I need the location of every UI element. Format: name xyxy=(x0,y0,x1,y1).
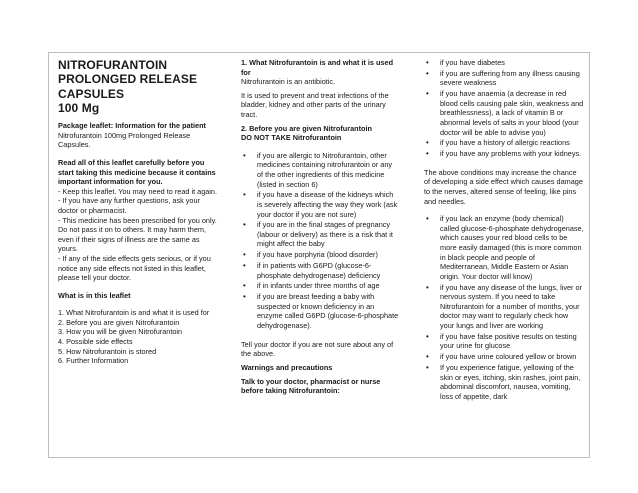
read-point: - If you have any further questions, ask your doctor or pharmacist. xyxy=(58,196,200,215)
list-item: • If you experience fatigue, yellowing of the skin or eyes, itching, skin rashes, joint pain, abdominal discomfort, nausea, vomiting, loss of appetite, dark xyxy=(424,363,584,401)
list-item: • if you are breast feeding a baby with suspected or known deficiency in an enzyme called G6PD (glucose-6-phosphate dehydrogenase). xyxy=(241,292,399,330)
package-heading: Package leaflet: Information for the patient xyxy=(58,121,206,131)
list-item: • if you are suffering from any illness causing severe weakness xyxy=(424,69,584,88)
list-item: • if you have diabetes xyxy=(424,58,584,68)
list-item: • if you have false positive results on testing your urine for glucose xyxy=(424,332,584,351)
toc-item: 3. How you will be given Nitrofurantoin xyxy=(58,327,183,337)
column-left xyxy=(58,58,220,366)
title-line: PROLONGED RELEASE xyxy=(58,72,198,87)
section-1-text: Nitrofurantoin is an antibiotic. xyxy=(241,77,336,87)
talk-to-doctor-text: Talk to your doctor, pharmacist or nurse before taking Nitrofurantoin: xyxy=(241,376,381,396)
list-item: • if you are allergic to Nitrofurantoin, other medicines containing nitrofurantoin or any of the other ingredients of this medicine (listed in section 6) xyxy=(241,151,399,189)
title-line: NITROFURANTOIN xyxy=(58,58,168,72)
title-line: CAPSULES xyxy=(58,86,125,101)
section-2-heading: 2. Before you are given Nitrofurantoin xyxy=(241,123,372,133)
list-item: • if you have any problems with your kidneys. xyxy=(424,149,584,159)
title-line: 100 Mg xyxy=(58,100,100,115)
list-item: • if you are in the final stages of pregnancy (labour or delivery) as there is a risk that it might affect the baby xyxy=(241,220,399,249)
section-1-text: It is used to prevent and treat infections of the bladder, kidney and other parts of the urinary tract. xyxy=(241,90,389,119)
precaution-list xyxy=(424,58,584,159)
warnings-heading: Warnings and precautions xyxy=(241,362,333,372)
column-middle xyxy=(241,58,399,396)
list-item: • if you have any disease of the lungs, liver or nervous system. If you need to take Nitrofurantoin for a number of months, your doctor may want to regularly check how your lungs and liver are working xyxy=(424,283,584,331)
do-not-take-heading: DO NOT TAKE Nitrofurantoin xyxy=(241,133,342,143)
section-1-heading: 1. What Nitrofurantoin is and what it is used for xyxy=(241,58,394,77)
precaution-list-2 xyxy=(424,214,584,401)
list-item: • if you have urine coloured yellow or brown xyxy=(424,352,584,362)
list-item: • if you have a history of allergic reactions xyxy=(424,138,584,148)
tell-doctor-text: Tell your doctor if you are not sure about any of the above. xyxy=(241,339,394,359)
list-item: • if you have a disease of the kidneys which is severely affecting the way they work (ask your doctor if you are not sure) xyxy=(241,190,399,219)
conditions-text: The above conditions may increase the chance of developing a side effect which causes damage to the nerves, altered sense of feeling, like pins and needles. xyxy=(424,167,583,206)
document-title xyxy=(58,58,220,115)
list-item: • if you lack an enzyme (body chemical) called glucose-6-phosphate dehydrogenase, which causes your red blood cells to be more easily damaged (this is more common in black people and people of Mediterranean, Middle Eastern or Asian origin. Your doctor will know) xyxy=(424,214,584,281)
contraindication-list xyxy=(241,151,399,331)
read-all-notice: Read all of this leaflet carefully before you start taking this medicine because it contains important information for you. xyxy=(58,157,216,187)
toc-item: 6. Further Information xyxy=(58,356,129,366)
column-right xyxy=(424,58,584,402)
read-point: - Keep this leaflet. You may need to read it again. xyxy=(58,186,218,196)
toc-item: 2. Before you are given Nitrofurantoin xyxy=(58,317,180,327)
list-item: • if in infants under three months of age xyxy=(241,281,399,291)
toc-item: 4. Possible side effects xyxy=(58,337,133,347)
list-item: • if in patients with G6PD (glucose-6-phosphate dehydrogenase) deficiency xyxy=(241,261,399,280)
read-point: - If any of the side effects gets serious, or if you notice any side effects not listed in this leaflet, please tell your doctor. xyxy=(58,253,211,283)
toc-item: 1. What Nitrofurantoin is and what it is used for xyxy=(58,308,210,318)
list-item: • if you have porphyria (blood disorder) xyxy=(241,250,399,260)
toc-item: 5. How Nitrofurantoin is stored xyxy=(58,346,157,356)
package-subtitle: Nitrofurantoin 100mg Prolonged Release Capsules. xyxy=(58,130,191,150)
toc-heading: What is in this leaflet xyxy=(58,290,131,300)
read-point: - This medicine has been prescribed for you only. Do not pass it on to others. It may harm them, even if their signs of illness are the same as yours. xyxy=(58,215,217,254)
list-item: • if you have anaemia (a decrease in red blood cells causing pale skin, weakness and breathlessness), a lack of vitamin B or abnormal levels of salts in your blood (your doctor will be able to advise you) xyxy=(424,89,584,137)
